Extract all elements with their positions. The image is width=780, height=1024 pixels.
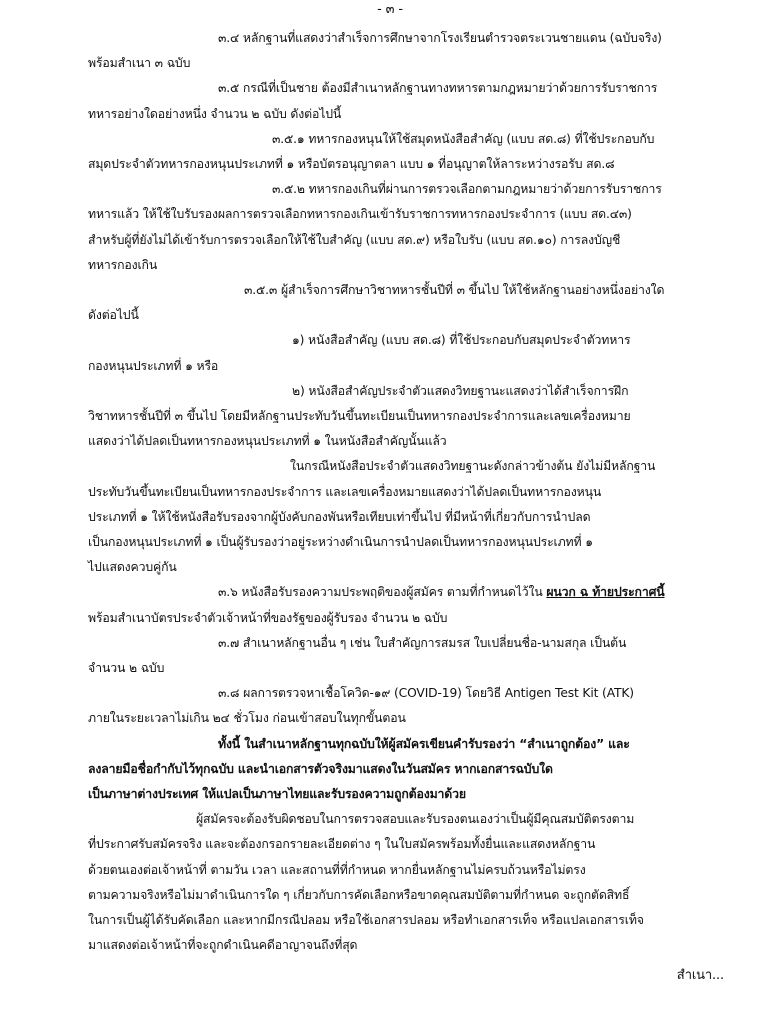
text-line: ทหารแล้ว ให้ใช้ใบรับรองผลการตรวจเลือกทหารกองเกินเข้ารับราชการทหารกองประจำการ (แบบ สด.๔๓) [88, 207, 632, 222]
text-line: ที่ประกาศรับสมัครจริง และจะต้องกรอกรายละเอียดต่าง ๆ ในใบสมัครพร้อมทั้งยื่นและแสดงหลักฐาน [88, 837, 596, 852]
item-3-5: ๓.๕ กรณีที่เป็นชาย ต้องมีสำเนาหลักฐานทางทหารตามกฎหมายว่าด้วยการรับราชการ [218, 81, 658, 96]
text-line: ดังต่อไปนี้ [88, 308, 139, 323]
text-line: เป็นกองหนุนประเภทที่ ๑ เป็นผู้รับรองว่าอยู่ระหว่างดำเนินการนำปลดเป็นทหารกองหนุนประเภทที่ ๑ [88, 535, 593, 549]
text-line: แสดงว่าได้ปลดเป็นทหารกองหนุนประเภทที่ ๑ ในหนังสือสำคัญนั้นแล้ว [88, 434, 447, 449]
text-line: ประเภทที่ ๑ ให้ใช้หนังสือรับรองจากผู้บังคับกองพันหรือเทียบเท่าขึ้นไป ที่มีหน้าที่เกี่ยวกับการนำปลด [88, 509, 591, 524]
bold-paragraph: ทั้งนี้ ในสำเนาหลักฐานทุกฉบับให้ผู้สมัครเขียนคำรับรองว่า “สำเนาถูกต้อง” และ [218, 736, 630, 751]
text-line: สมุดประจำตัวทหารกองหนุนประเภทที่ ๑ หรือบัตรอนุญาตลา แบบ ๑ ที่อนุญาตให้ลาระหว่างรอรับ สด.๘ [88, 157, 615, 171]
text-line: ทหารอย่างใดอย่างหนึ่ง จำนวน ๒ ฉบับ ดังต่อไปนี้ [88, 106, 342, 121]
text-line: กองหนุนประเภทที่ ๑ หรือ [88, 358, 219, 373]
continuation-note: สำเนา... [676, 968, 724, 984]
text-line: ประทับวันขึ้นทะเบียนเป็นทหารกองประจำการ และเลขเครื่องหมายแสดงว่าได้ปลดเป็นทหารกองหนุน [88, 484, 602, 499]
text-line: ภายในระยะเวลาไม่เกิน ๒๔ ชั่วโมง ก่อนเข้าสอบในทุกขั้นตอน [88, 711, 406, 726]
bold-text-line: เป็นภาษาต่างประเทศ ให้แปลเป็นภาษาไทยและรับรองความถูกต้องมาด้วย [88, 787, 466, 801]
item-3-4: ๓.๔ หลักฐานที่แสดงว่าสำเร็จการศึกษาจากโรงเรียนตำรวจตระเวนชายแดน (ฉบับจริง) [218, 31, 662, 45]
text-line: มาแสดงต่อเจ้าหน้าที่จะถูกดำเนินคดีอาญาจนถึงที่สุด [88, 938, 358, 953]
text-line: ทหารกองเกิน [88, 257, 158, 272]
item-3-8: ๓.๘ ผลการตรวจหาเชื้อโควิด-๑๙ (COVID-19) โดยวิธี Antigen Test Kit (ATK) [218, 686, 634, 701]
item-3-5-3: ๓.๕.๓ ผู้สำเร็จการศึกษาวิชาทหารชั้นปีที่ ๓ ขึ้นไป ให้ใช้หลักฐานอย่างหนึ่งอย่างใด [244, 283, 665, 297]
text-line: ในการเป็นผู้ได้รับคัดเลือก และหากมีกรณีปลอม หรือใช้เอกสารปลอม หรือทำเอกสารเท็จ หรือแปลเอกสารเท็จ [88, 913, 644, 927]
text-line: สำหรับผู้ที่ยังไม่ได้เข้ารับการตรวจเลือกให้ใช้ใบสำคัญ (แบบ สด.๙) หรือใบรับ (แบบ สด.๑๐) การลงบัญชี [88, 232, 621, 247]
page-number: - ๓ - [377, 2, 403, 17]
text-line: จำนวน ๒ ฉบับ [88, 661, 165, 675]
annex-reference: ผนวก ฉ ท้ายประกาศนี้ [546, 585, 665, 600]
paragraph-note: ในกรณีหนังสือประจำตัวแสดงวิทยฐานะดังกล่าวข้างต้น ยังไม่มีหลักฐาน [290, 459, 656, 474]
item-3-5-1: ๓.๕.๑ ทหารกองหนุนให้ใช้สมุดหนังสือสำคัญ (แบบ สด.๘) ที่ใช้ประกอบกับ [272, 131, 655, 146]
responsibility-paragraph: ผู้สมัครจะต้องรับผิดชอบในการตรวจสอบและรับรองตนเองว่าเป็นผู้มีคุณสมบัติตรงตาม [196, 812, 635, 827]
text-line: พร้อมสำเนาบัตรประจำตัวเจ้าหน้าที่ของรัฐของผู้รับรอง จำนวน ๒ ฉบับ [88, 610, 448, 625]
item-3-6-text: ๓.๖ หนังสือรับรองความประพฤติของผู้สมัคร ตามที่กำหนดไว้ใน [218, 585, 547, 600]
text-line: วิชาทหารชั้นปีที่ ๓ ขึ้นไป โดยมีหลักฐานประทับวันขึ้นทะเบียนเป็นทหารกองประจำการและเลขเครื่องหมาย [88, 409, 631, 423]
bold-text-line: ลงลายมือชื่อกำกับไว้ทุกฉบับ และนำเอกสารตัวจริงมาแสดงในวันสมัคร หากเอกสารฉบับใด [88, 761, 553, 776]
item-3-5-2: ๓.๕.๒ ทหารกองเกินที่ผ่านการตรวจเลือกตามกฎหมายว่าด้วยการรับราชการ [272, 182, 662, 197]
text-line: ด้วยตนเองต่อเจ้าหน้าที่ ตามวัน เวลา และสถานที่ที่กำหนด หากยื่นหลักฐานไม่ครบถ้วนหรือไม่ตรง [88, 862, 586, 877]
text-line: ตามความจริงหรือไม่มาดำเนินการใด ๆ เกี่ยวกับการคัดเลือกหรือขาดคุณสมบัติตามที่กำหนด จะถูกตัดสิทธิ์ [88, 887, 630, 902]
text-line: พร้อมสำเนา ๓ ฉบับ [88, 56, 191, 71]
item-2: ๒) หนังสือสำคัญประจำตัวแสดงวิทยฐานะแสดงว่าได้สำเร็จการฝึก [292, 383, 629, 398]
item-3-7: ๓.๗ สำเนาหลักฐานอื่น ๆ เช่น ใบสำคัญการสมรส ใบเปลี่ยนชื่อ-นามสกุล เป็นต้น [218, 635, 627, 650]
text-line: ไปแสดงควบคู่กัน [88, 560, 177, 575]
item-1: ๑) หนังสือสำคัญ (แบบ สด.๘) ที่ใช้ประกอบกับสมุดประจำตัวทหาร [292, 333, 631, 348]
item-3-6 [218, 582, 665, 602]
